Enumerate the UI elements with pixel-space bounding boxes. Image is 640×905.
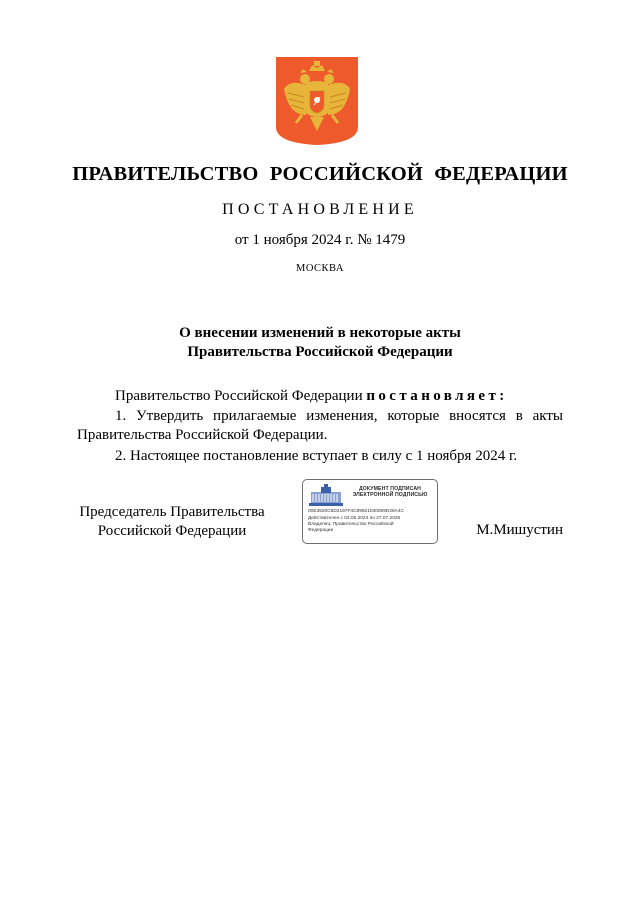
stamp-header-line-1: ДОКУМЕНТ ПОДПИСАН [358,486,422,492]
stamp-validity: Действителен с 03.05.2024 по 27.07.2025 [308,516,401,521]
stamp-owner-line-2: Федерации [308,528,334,533]
document-date-number: от 1 ноября 2024 г. № 1479 [234,232,406,248]
stamp-owner-line-1: Владелец: Правительство Российской [308,522,394,527]
signer-name: М.Мишустин [476,522,563,538]
subject-line-1: О внесении изменений в некоторые акты [179,325,461,341]
subject-line-2: Правительства Российской Федерации [187,344,453,360]
preamble-paragraph [77,387,563,406]
electronic-signature-stamp [302,479,438,544]
signer-position [77,503,267,541]
state-emblem [276,57,358,145]
issue-city: МОСКВА [296,263,344,274]
clause-2-paragraph: 2. Настоящее постановление вступает в силу с 1 ноября 2024 г. [115,448,518,464]
preamble-text: Правительство Российской Федерации [115,388,367,404]
issuer-title: ПРАВИТЕЛЬСТВО РОССИЙСКОЙ ФЕДЕРАЦИИ [72,163,568,185]
stamp-certificate: 00E3620C6D2197F4C99921030069D28A4C [308,509,405,514]
stamp-header-line-2: ЭЛЕКТРОННОЙ ПОДПИСЬЮ [352,492,428,499]
signer-position-line-1: Председатель Правительства [79,504,265,520]
decree-keyword: постановляет: [366,388,508,404]
document-subject [0,324,640,362]
government-building-icon [309,484,343,506]
signer-position-line-2: Российской Федерации [97,523,247,539]
document-type: ПОСТАНОВЛЕНИЕ [222,201,418,218]
clause-1-paragraph: 1. Утвердить прилагаемые изменения, которые вносятся в акты Правительства Российской Федерации. [77,408,563,443]
stamp-header [345,486,435,499]
